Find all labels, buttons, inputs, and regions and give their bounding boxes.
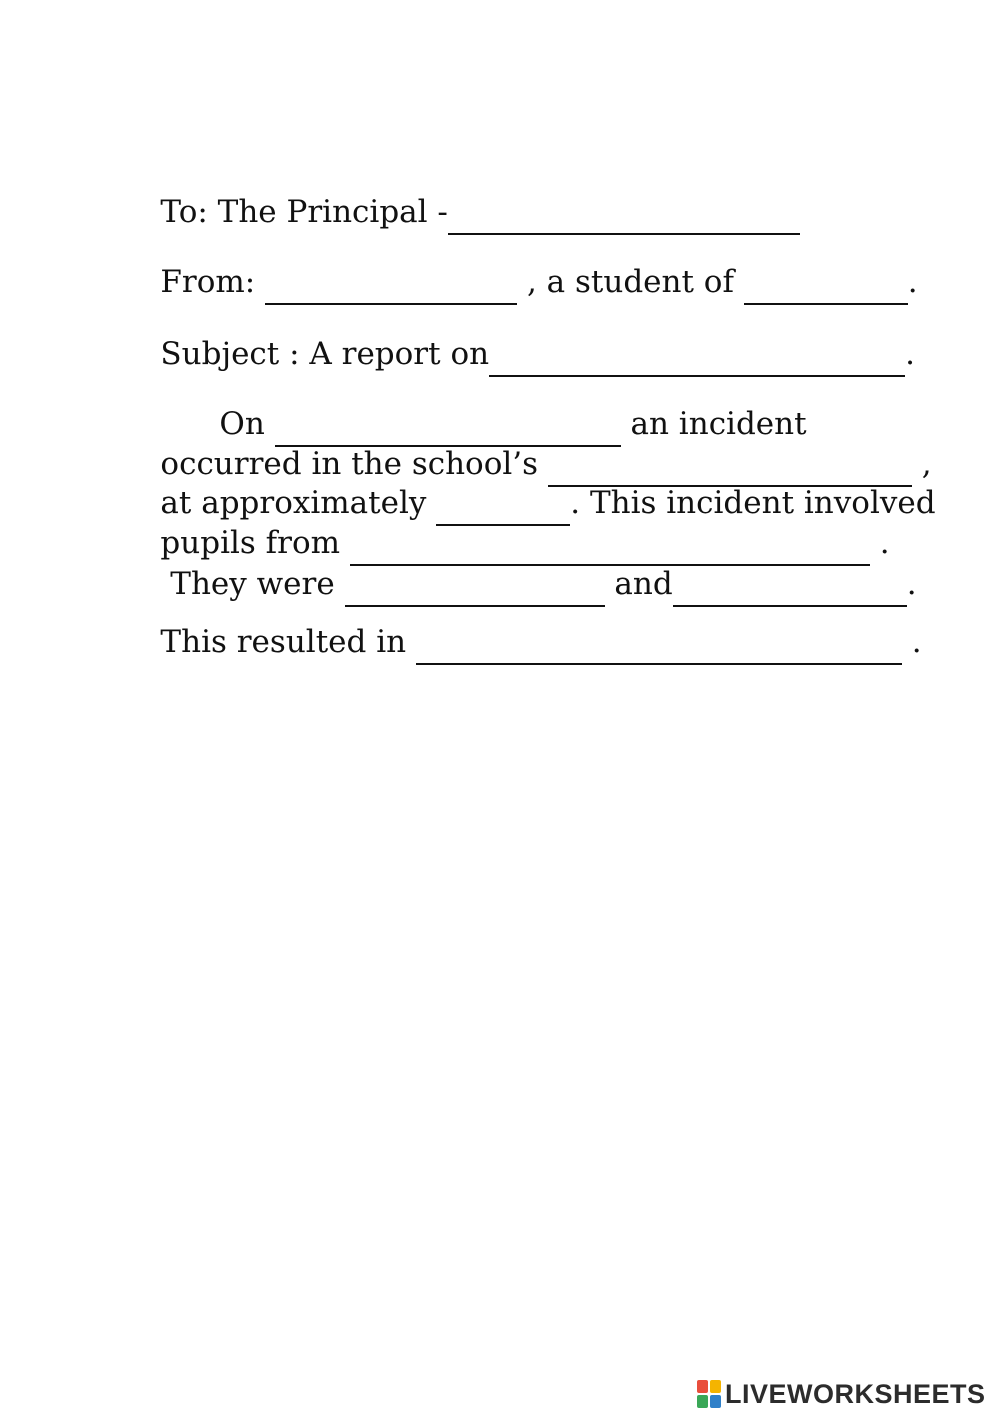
location-label: occurred in the school’s: [160, 446, 548, 482]
they-were-label: They were: [160, 566, 345, 602]
result-field[interactable]: [416, 633, 902, 665]
pupils-label: pupils from: [160, 525, 350, 561]
logo-square-blue: [710, 1395, 721, 1408]
liveworksheets-logo-icon: [697, 1380, 721, 1408]
pupils-period: .: [869, 525, 890, 561]
logo-square-red: [697, 1380, 708, 1393]
incident-label: an incident: [620, 406, 807, 442]
subject-label: Subject : A report on: [160, 336, 490, 372]
liveworksheets-brand: [697, 1376, 986, 1412]
on-label: On: [219, 406, 275, 442]
brand-name: LIVEWORKSHEETS: [725, 1378, 986, 1409]
result-period: .: [901, 624, 922, 660]
subject-line-period: .: [905, 336, 915, 372]
from-label: From:: [160, 264, 266, 300]
time-label: at approximately: [160, 485, 437, 521]
location-comma: ,: [911, 446, 932, 482]
and-label: and: [604, 566, 673, 602]
they-were-period: .: [906, 566, 917, 602]
from-line-period: .: [907, 264, 918, 300]
student-of-label: , a student of: [517, 264, 744, 300]
to-label: To: The Principal -: [160, 194, 448, 230]
logo-square-yellow: [710, 1380, 721, 1393]
result-line: [121, 582, 922, 705]
logo-square-green: [697, 1395, 708, 1408]
result-label: This resulted in: [160, 624, 416, 660]
involved-label: . This incident involved: [570, 485, 936, 521]
